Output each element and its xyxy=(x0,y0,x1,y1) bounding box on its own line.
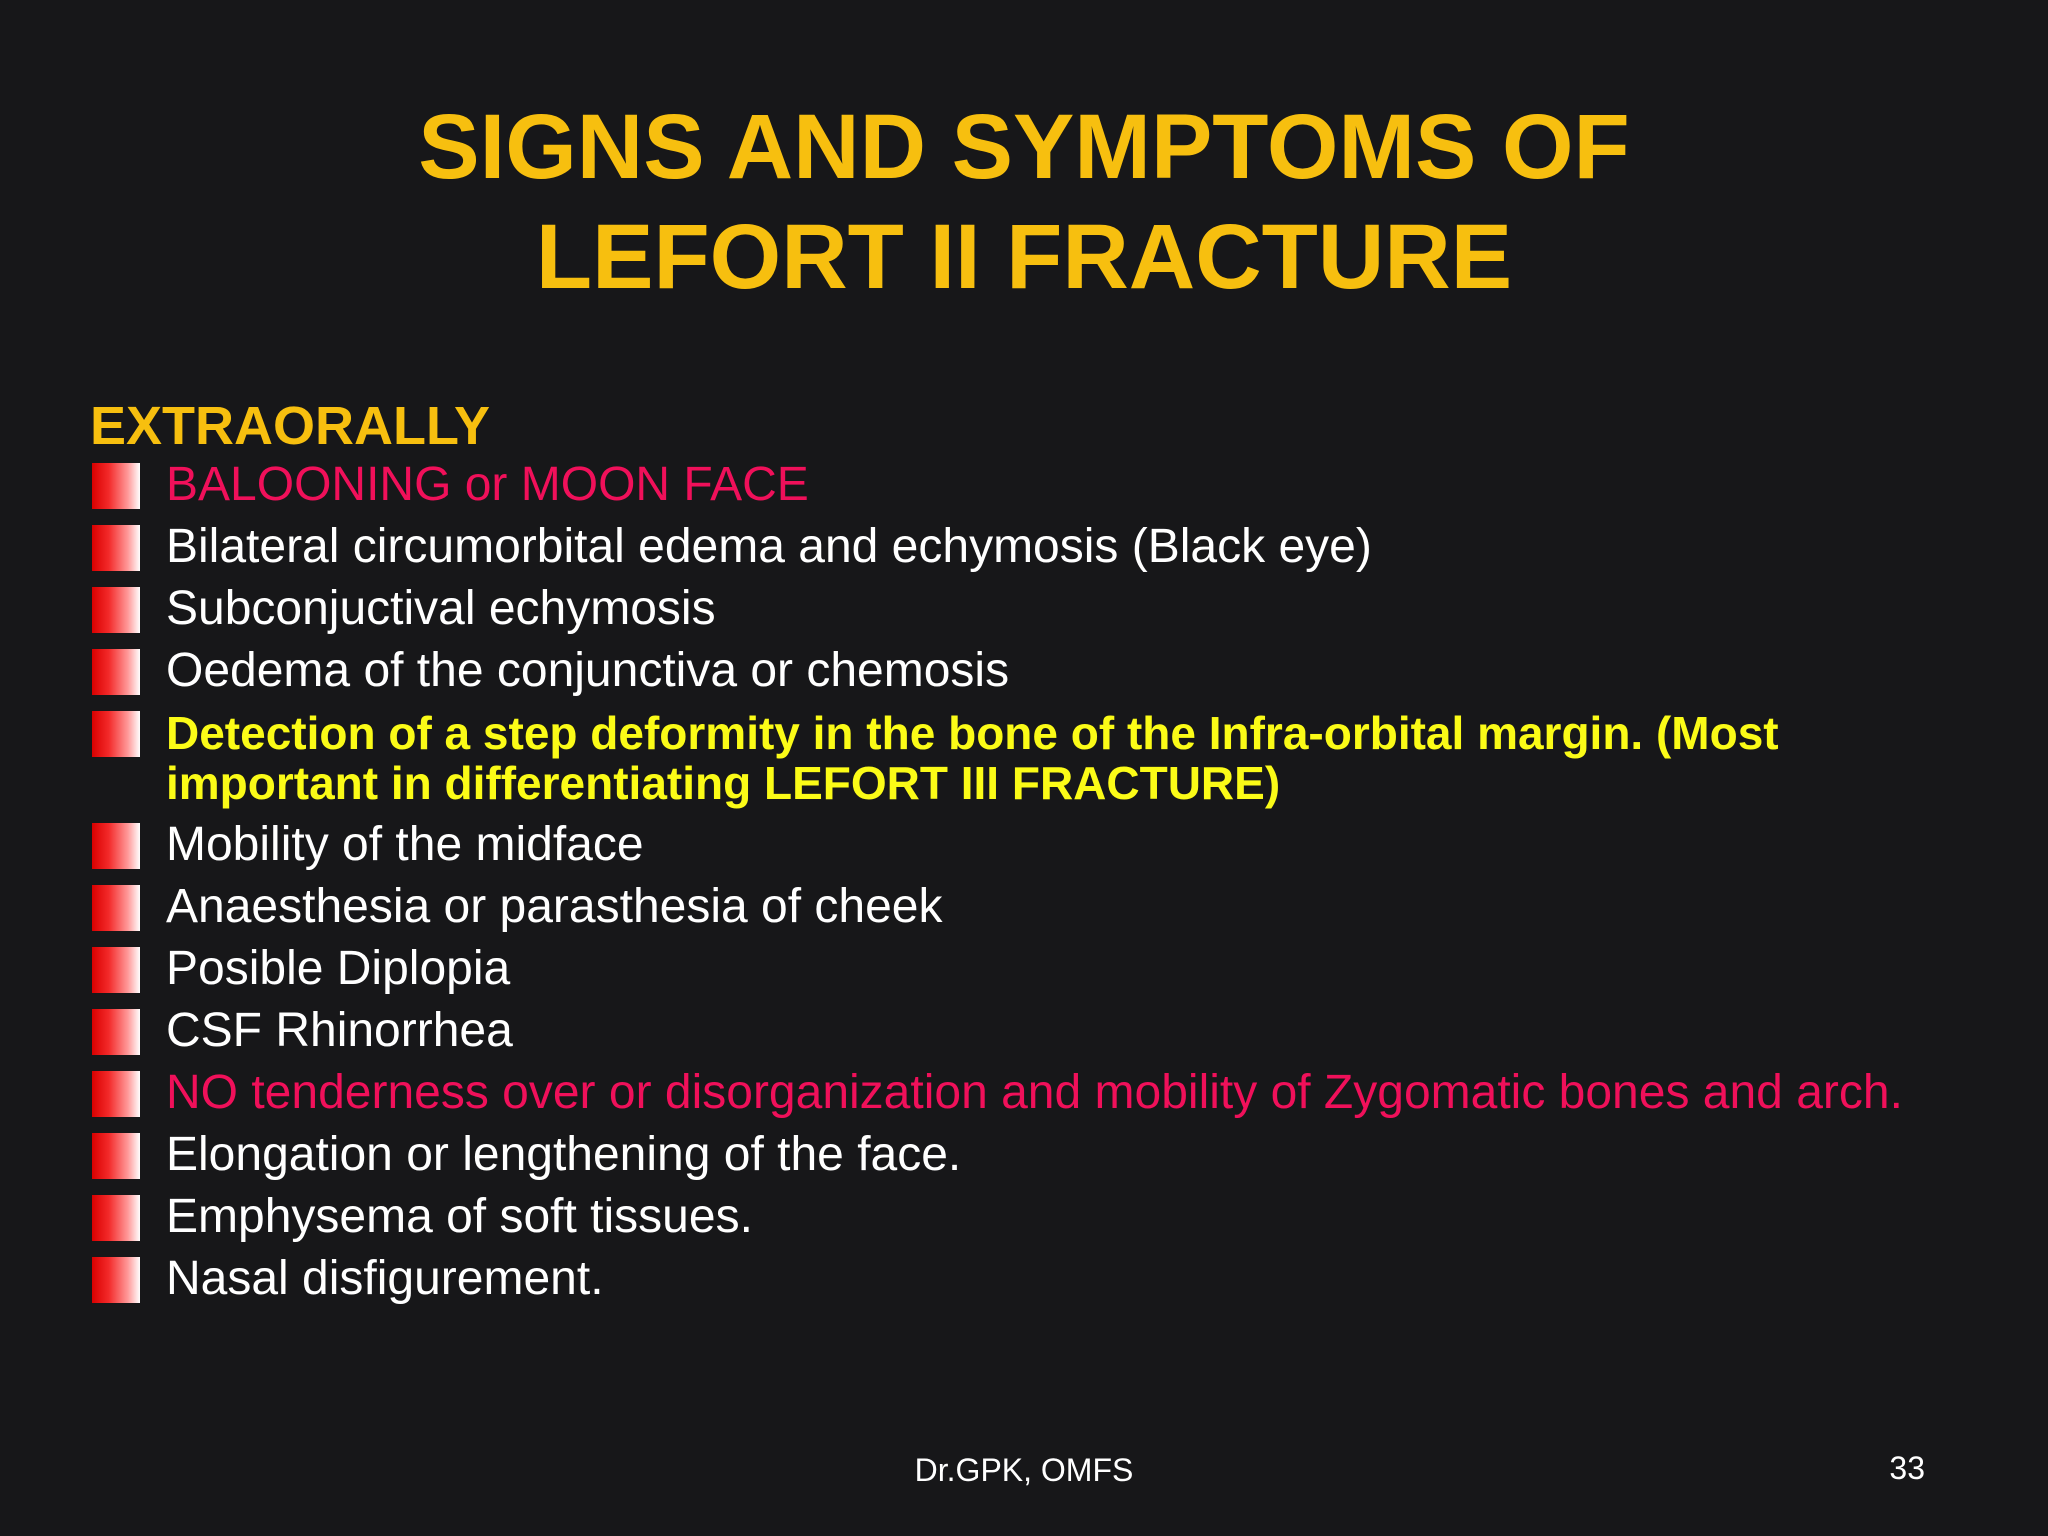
square-bullet-icon xyxy=(92,885,140,931)
list-item xyxy=(90,944,1990,994)
square-bullet-icon xyxy=(92,1009,140,1055)
square-bullet-icon xyxy=(92,1071,140,1117)
list-item-text: CSF Rhinorrhea xyxy=(166,1004,513,1057)
footer-author: Dr.GPK, OMFS xyxy=(914,1452,1134,1488)
square-bullet-icon xyxy=(92,947,140,993)
square-bullet-icon xyxy=(92,463,140,509)
list-item-text: Emphysema of soft tissues. xyxy=(166,1190,753,1243)
bullet-list xyxy=(90,460,1990,1316)
list-item xyxy=(90,584,1990,634)
list-item-text: Bilateral circumorbital edema and echymosis (Black eye) xyxy=(166,520,1372,573)
list-item xyxy=(90,460,1990,510)
list-item xyxy=(90,820,1990,870)
list-item xyxy=(90,1068,1990,1118)
list-item xyxy=(90,646,1990,696)
slide-title-line-1: SIGNS AND SYMPTOMS OF xyxy=(418,96,1630,198)
list-item-text: Detection of a step deformity in the bone of the Infra-orbital margin. (Most important in differentiating LEFORT III FRACTURE) xyxy=(166,707,1779,809)
list-item xyxy=(90,522,1990,572)
square-bullet-icon xyxy=(92,525,140,571)
list-item-text: Anaesthesia or parasthesia of cheek xyxy=(166,880,943,933)
list-item-text: Oedema of the conjunctiva or chemosis xyxy=(166,644,1010,697)
square-bullet-icon xyxy=(92,649,140,695)
list-item-text: Elongation or lengthening of the face. xyxy=(166,1128,962,1181)
list-item-text: Posible Diplopia xyxy=(166,942,511,995)
square-bullet-icon xyxy=(92,1133,140,1179)
list-item xyxy=(90,708,1990,808)
list-item xyxy=(90,1254,1990,1304)
slide-title xyxy=(0,92,2048,312)
slide-title-line-2: LEFORT II FRACTURE xyxy=(535,206,1513,308)
list-item xyxy=(90,1192,1990,1242)
square-bullet-icon xyxy=(92,711,140,757)
square-bullet-icon xyxy=(92,587,140,633)
list-item-text: Subconjuctival echymosis xyxy=(166,582,716,635)
list-item-text: Nasal disfigurement. xyxy=(166,1252,604,1305)
list-item-text: BALOONING or MOON FACE xyxy=(166,458,809,511)
page-number: 33 xyxy=(1889,1450,1925,1486)
list-item xyxy=(90,1130,1990,1180)
list-item-text: NO tenderness over or disorganization and mobility of Zygomatic bones and arch. xyxy=(166,1066,1903,1119)
section-heading: EXTRAORALLY xyxy=(90,396,491,456)
square-bullet-icon xyxy=(92,1195,140,1241)
square-bullet-icon xyxy=(92,1257,140,1303)
square-bullet-icon xyxy=(92,823,140,869)
list-item xyxy=(90,882,1990,932)
list-item-text: Mobility of the midface xyxy=(166,818,644,871)
list-item xyxy=(90,1006,1990,1056)
